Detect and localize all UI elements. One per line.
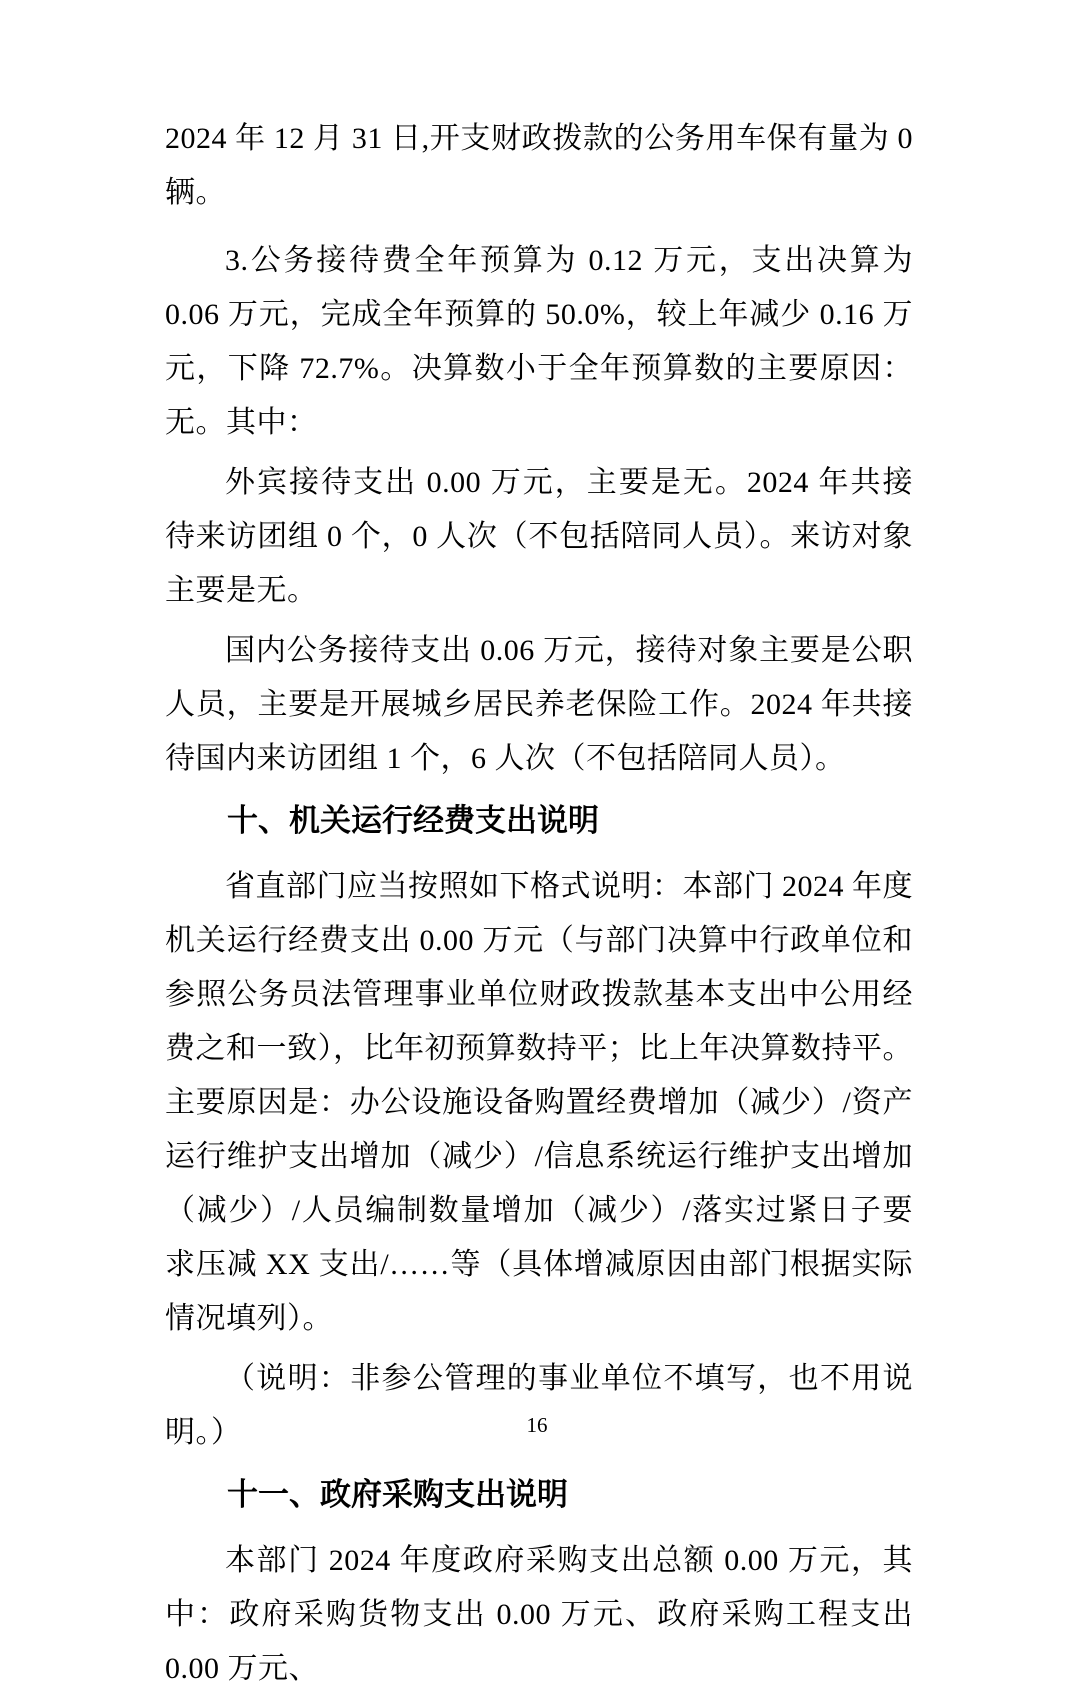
- paragraph-foreign-guest-reception: 外宾接待支出 0.00 万元，主要是无。2024 年共接待来访团组 0 个，0 人次（不包括陪同人员）。来访对象主要是无。: [165, 466, 913, 607]
- paragraph-operating-expenses-detail: 省直部门应当按照如下格式说明：本部门 2024 年度机关运行经费支出 0.00 万元（与部门决算中行政单位和参照公务员法管理事业单位财政拨款基本支出中公用经费之和一致），比年初预算数持平；比上年决算数持平。主要原因是：办公设施设备购置经费增加（减少）/资产运行维护支出增加（减少）/信息系统运行维护支出增加（减少）/人员编制数量增加（减少）/落实过紧日子要求压减 XX 支出/……等（具体增减原因由部门根据实际情况填列）。: [165, 870, 913, 1335]
- section-heading-government-procurement: 十一、政府采购支出说明: [227, 1477, 568, 1512]
- section-heading-operating-expenses: 十、机关运行经费支出说明: [227, 803, 599, 838]
- page-number: 16: [526, 1413, 548, 1437]
- document-body: [165, 112, 913, 1702]
- paragraph-note-non-civil-service: （说明：非参公管理的事业单位不填写，也不用说明。）: [165, 1362, 913, 1449]
- paragraph-reception-budget: 3.公务接待费全年预算为 0.12 万元，支出决算为 0.06 万元，完成全年预算的 50.0%，较上年减少 0.16 万元，下降 72.7%。决算数小于全年预算数的主要原因：无。其中：: [165, 244, 913, 439]
- paragraph-procurement-total: 本部门 2024 年度政府采购支出总额 0.00 万元，其中：政府采购货物支出 0.00 万元、政府采购工程支出 0.00 万元、: [165, 1544, 913, 1685]
- paragraph-domestic-reception: 国内公务接待支出 0.06 万元，接待对象主要是公职人员，主要是开展城乡居民养老保险工作。2024 年共接待国内来访团组 1 个，6 人次（不包括陪同人员）。: [165, 634, 913, 775]
- paragraph-vehicle-count: 2024 年 12 月 31 日,开支财政拨款的公务用车保有量为 0 辆。: [165, 122, 913, 209]
